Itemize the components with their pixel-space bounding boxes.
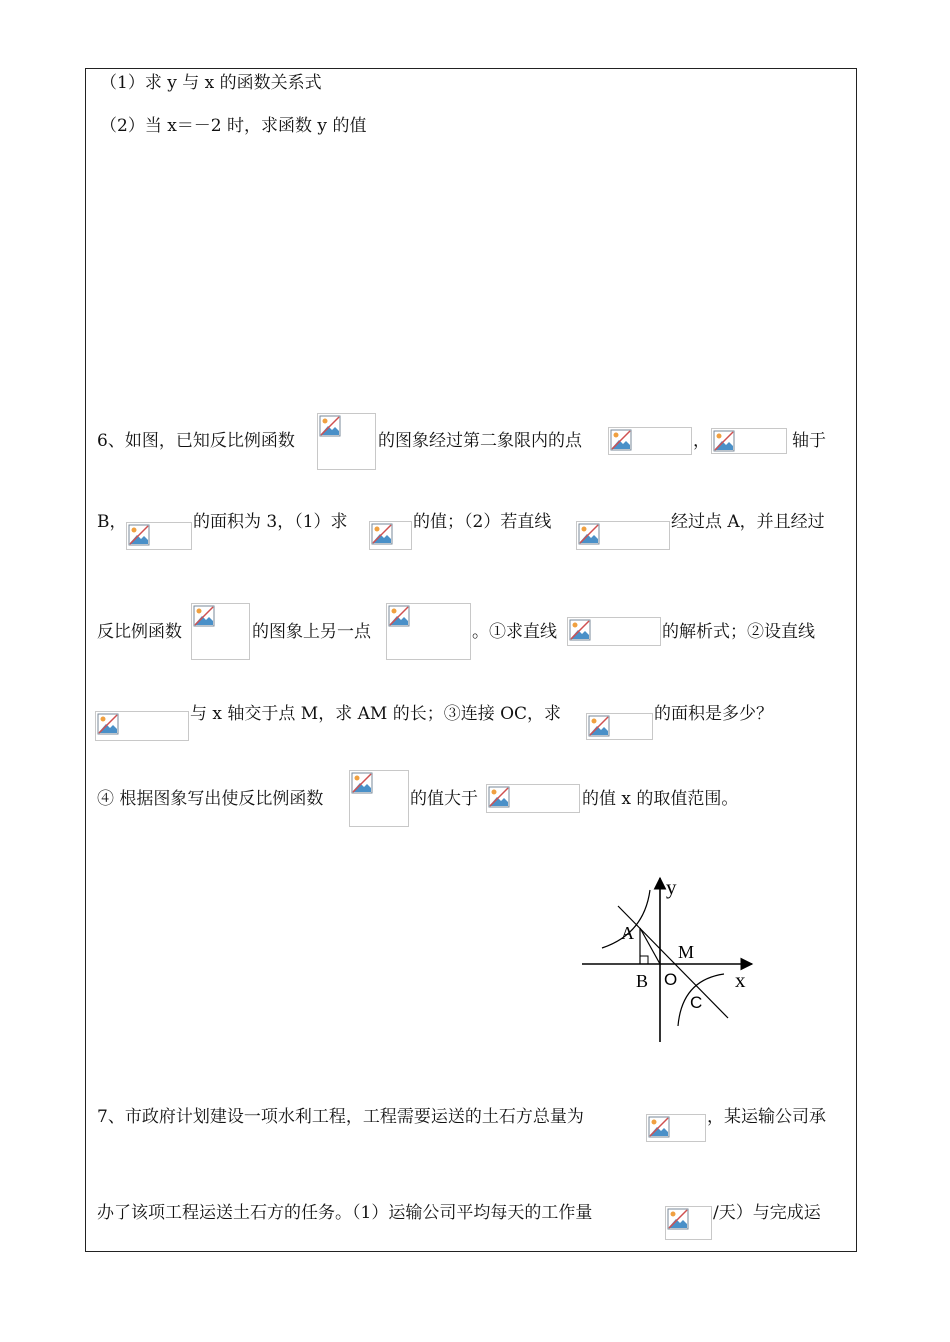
formula-image bbox=[349, 770, 409, 827]
label-y: y bbox=[666, 875, 677, 899]
label-O: O bbox=[664, 970, 678, 989]
formula-image bbox=[369, 521, 412, 550]
right-angle-mark bbox=[640, 956, 648, 964]
broken-image-icon bbox=[578, 523, 600, 545]
formula-image bbox=[711, 428, 787, 454]
q6-text: 的面积为 3，（1）求 bbox=[193, 512, 348, 532]
q6-text: B， bbox=[97, 512, 127, 532]
broken-image-icon bbox=[371, 523, 393, 545]
broken-image-icon bbox=[648, 1116, 670, 1138]
broken-image-icon bbox=[610, 429, 632, 451]
formula-image bbox=[486, 784, 580, 813]
q6-text: 与 x 轴交于点 M，求 AM 的长；③连接 OC，求 bbox=[190, 704, 562, 724]
q5-part1: （1）求 y 与 x 的函数关系式 bbox=[100, 73, 322, 93]
formula-image bbox=[608, 427, 692, 455]
formula-image bbox=[576, 521, 670, 550]
formula-image bbox=[586, 713, 653, 740]
broken-image-icon bbox=[319, 415, 341, 437]
broken-image-icon bbox=[569, 619, 591, 641]
formula-image bbox=[567, 617, 661, 646]
broken-image-icon bbox=[588, 715, 610, 737]
q7-text: 办了该项工程运送土石方的任务。（1）运输公司平均每天的工作量 bbox=[97, 1203, 593, 1223]
q6-text: 轴于 bbox=[792, 431, 826, 451]
coordinate-figure bbox=[578, 872, 758, 1052]
broken-image-icon bbox=[713, 430, 735, 452]
q5-part2: （2）当 x＝－2 时，求函数 y 的值 bbox=[100, 116, 367, 136]
broken-image-icon bbox=[128, 524, 150, 546]
q7-text: ，某运输公司承 bbox=[707, 1107, 826, 1127]
label-C: C bbox=[690, 993, 703, 1012]
broken-image-icon bbox=[97, 713, 119, 735]
q6-text: 的图象上另一点 bbox=[252, 622, 371, 642]
q6-text: 6、如图，已知反比例函数 bbox=[97, 431, 295, 451]
q6-text: 的值大于 bbox=[410, 789, 478, 809]
q7-text: 7、市政府计划建设一项水利工程，工程需要运送的土石方总量为 bbox=[97, 1107, 584, 1127]
formula-image bbox=[95, 711, 189, 741]
label-M: M bbox=[678, 942, 695, 962]
line-through-A bbox=[618, 906, 728, 1018]
q6-text: 的值 x 的取值范围。 bbox=[582, 789, 739, 809]
formula-image bbox=[191, 603, 250, 660]
q6-text: 。①求直线 bbox=[472, 622, 557, 642]
label-x: x bbox=[735, 968, 746, 992]
broken-image-icon bbox=[488, 786, 510, 808]
broken-image-icon bbox=[388, 605, 410, 627]
formula-image bbox=[126, 522, 192, 550]
formula-image bbox=[386, 603, 471, 660]
q7-text: /天）与完成运 bbox=[713, 1203, 821, 1223]
q6-text: 的图象经过第二象限内的点 bbox=[378, 431, 582, 451]
q6-text: 的值；（2）若直线 bbox=[413, 512, 552, 532]
q6-text: ④ 根据图象写出使反比例函数 bbox=[97, 789, 324, 809]
q6-text: 反比例函数 bbox=[97, 622, 182, 642]
label-A: A bbox=[621, 923, 634, 943]
broken-image-icon bbox=[351, 772, 373, 794]
formula-image bbox=[646, 1114, 706, 1142]
q6-text: 的面积是多少？ bbox=[654, 704, 773, 724]
q6-text: 的解析式；②设直线 bbox=[662, 622, 815, 642]
question-table-cell bbox=[85, 68, 857, 1252]
q6-text: ， bbox=[693, 431, 710, 451]
formula-image bbox=[317, 413, 376, 470]
label-B: B bbox=[636, 971, 649, 991]
q6-text: 经过点 A，并且经过 bbox=[671, 512, 825, 532]
broken-image-icon bbox=[667, 1208, 689, 1230]
formula-image bbox=[665, 1206, 712, 1240]
broken-image-icon bbox=[193, 605, 215, 627]
